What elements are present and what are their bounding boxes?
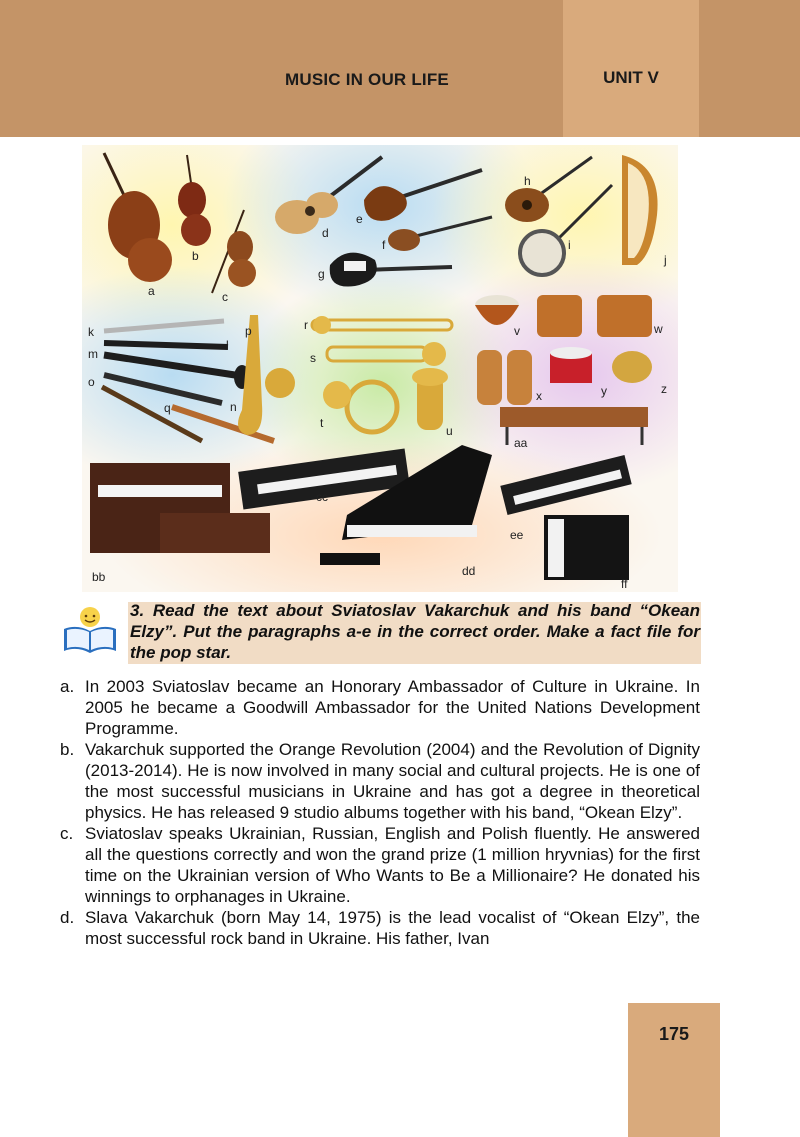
- reading-book-icon: [60, 605, 120, 655]
- paragraph-text: Vakarchuk supported the Orange Revolution (2004) and the Revolution of Dignity (2013-2014). He is now involved in many social and cultural projects. He is one of the most successful musicians in Ukraine and has got a degree in theoretical physics. He has released 9 studio albums together with his band, “Okean Elzy”.: [85, 740, 700, 822]
- label-o: o: [88, 375, 95, 389]
- paragraph-letter: b.: [60, 740, 75, 759]
- label-s: s: [310, 351, 316, 365]
- label-m: m: [88, 347, 98, 361]
- label-k: k: [88, 325, 94, 339]
- tuba-icon: [412, 368, 448, 430]
- label-w: w: [654, 322, 663, 336]
- label-b: b: [192, 249, 199, 263]
- label-z: z: [661, 382, 667, 396]
- label-q: q: [164, 401, 171, 415]
- label-n: n: [230, 400, 237, 414]
- paragraph-d: [60, 907, 700, 949]
- paragraph-c: [60, 823, 700, 907]
- clarinet-icon: [104, 343, 228, 347]
- paragraph-letter: c.: [60, 824, 74, 843]
- task-instruction: 3. Read the text about Sviatoslav Vakarchuk and his band “Okean Elzy”. Put the paragraphs a-e in the correct order. Make a fact file for the pop star.: [130, 601, 700, 662]
- label-cc: cc: [316, 490, 328, 504]
- label-a: a: [148, 284, 155, 298]
- label-bb: bb: [92, 570, 106, 584]
- label-t: t: [320, 416, 324, 430]
- snare-drum-icon: [550, 347, 592, 383]
- paragraph-letter: d.: [60, 908, 75, 927]
- paragraph-list: [60, 676, 700, 949]
- label-g: g: [318, 267, 325, 281]
- label-ff: ff: [621, 577, 628, 591]
- paragraph-b: [60, 739, 700, 823]
- label-u: u: [446, 424, 453, 438]
- label-f: f: [382, 238, 386, 252]
- paragraph-letter: a.: [60, 677, 75, 696]
- label-e: e: [356, 212, 363, 226]
- label-l: l: [226, 338, 229, 352]
- paragraph-text: Sviatoslav speaks Ukrainian, Russian, English and Polish fluently. He answered all the questions correctly and won the grand prize (1 million hryvnias) for the first time on the Ukrainian version of Who Wants to Be a Millionaire? He donated his winnings to orphanages in Ukraine.: [85, 824, 700, 906]
- label-p: p: [245, 324, 252, 338]
- cymbals-icon: [612, 351, 652, 383]
- chapter-title: MUSIC IN OUR LIFE: [285, 70, 449, 89]
- paragraph-text: In 2003 Sviatoslav became an Honorary Ambassador of Culture in Ukraine. In 2005 he became a Goodwill Ambassador for the United Nations Development Programme.: [85, 677, 700, 738]
- unit-label: UNIT V: [603, 68, 659, 87]
- label-r: r: [304, 318, 308, 332]
- label-j: j: [664, 253, 667, 267]
- paragraph-text: Slava Vakarchuk (born May 14, 1975) is the lead vocalist of “Okean Elzy”, the most successful rock band in Ukraine. His father, Ivan: [85, 908, 700, 948]
- label-y: y: [601, 384, 607, 398]
- label-d: d: [322, 226, 329, 240]
- page-number: 175: [658, 1024, 690, 1044]
- label-h: h: [524, 174, 531, 188]
- label-ee: ee: [510, 528, 524, 542]
- label-c: c: [222, 290, 228, 304]
- label-v: v: [514, 324, 520, 338]
- paragraph-a: [60, 676, 700, 739]
- accordion-icon: [544, 515, 629, 580]
- label-x: x: [536, 389, 542, 403]
- label-dd: dd: [462, 564, 476, 578]
- label-aa: aa: [514, 436, 528, 450]
- label-i: i: [568, 238, 571, 252]
- instruments-illustration: [82, 145, 678, 592]
